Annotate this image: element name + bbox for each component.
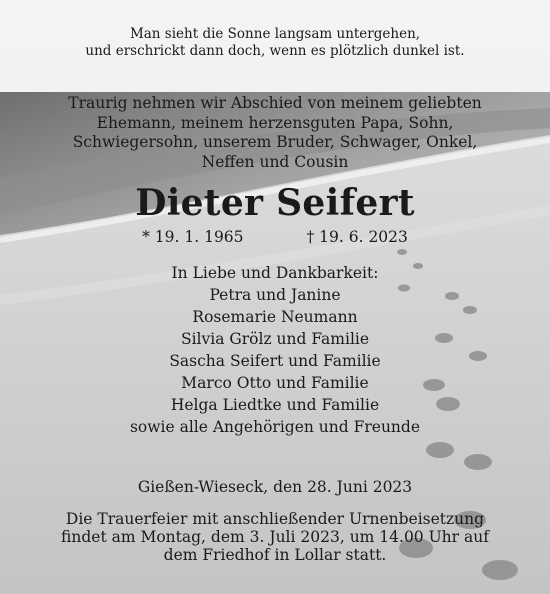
death-date: † 19. 6. 2023	[306, 228, 408, 246]
service-line: findet am Montag, dem 3. Juli 2023, um 14.00 Uhr auf	[61, 528, 489, 546]
mourners-line: Sascha Seifert und Familie	[169, 352, 381, 370]
funeral-service-info	[0, 510, 550, 564]
motto	[0, 26, 550, 60]
mourners-line: Petra und Janine	[209, 286, 341, 304]
intro-line: Schwiegersohn, unserem Bruder, Schwager, Onkel,	[72, 133, 478, 151]
intro-line: Ehemann, meinem herzensguten Papa, Sohn,	[96, 113, 454, 132]
service-line: Die Trauerfeier mit anschließender Urnenbeisetzung	[65, 510, 485, 528]
intro-line: Traurig nehmen wir Abschied von meinem geliebten	[68, 94, 482, 112]
deceased-name: Dieter Seifert	[135, 182, 415, 224]
mourners-line: In Liebe und Dankbarkeit:	[171, 264, 379, 282]
mourners-list	[0, 262, 550, 438]
mourners-line: Marco Otto und Familie	[181, 374, 369, 392]
intro-text	[0, 94, 550, 172]
motto-line: Man sieht die Sonne langsam untergehen,	[129, 26, 421, 42]
birth-date: * 19. 1. 1965	[142, 228, 244, 246]
intro-line: Neffen und Cousin	[201, 152, 349, 171]
mourners-line: Helga Liedtke und Familie	[170, 396, 380, 414]
life-dates	[0, 226, 550, 248]
mourners-line: Rosemarie Neumann	[192, 308, 358, 326]
place-and-date: Gießen-Wieseck, den 28. Juni 2023	[137, 478, 413, 496]
service-line: dem Friedhof in Lollar statt.	[163, 546, 387, 564]
motto-line: und erschrickt dann doch, wenn es plötzlich dunkel ist.	[85, 43, 465, 59]
mourners-line: sowie alle Angehörigen und Freunde	[129, 418, 421, 436]
mourners-line: Silvia Grölz und Familie	[180, 330, 370, 348]
